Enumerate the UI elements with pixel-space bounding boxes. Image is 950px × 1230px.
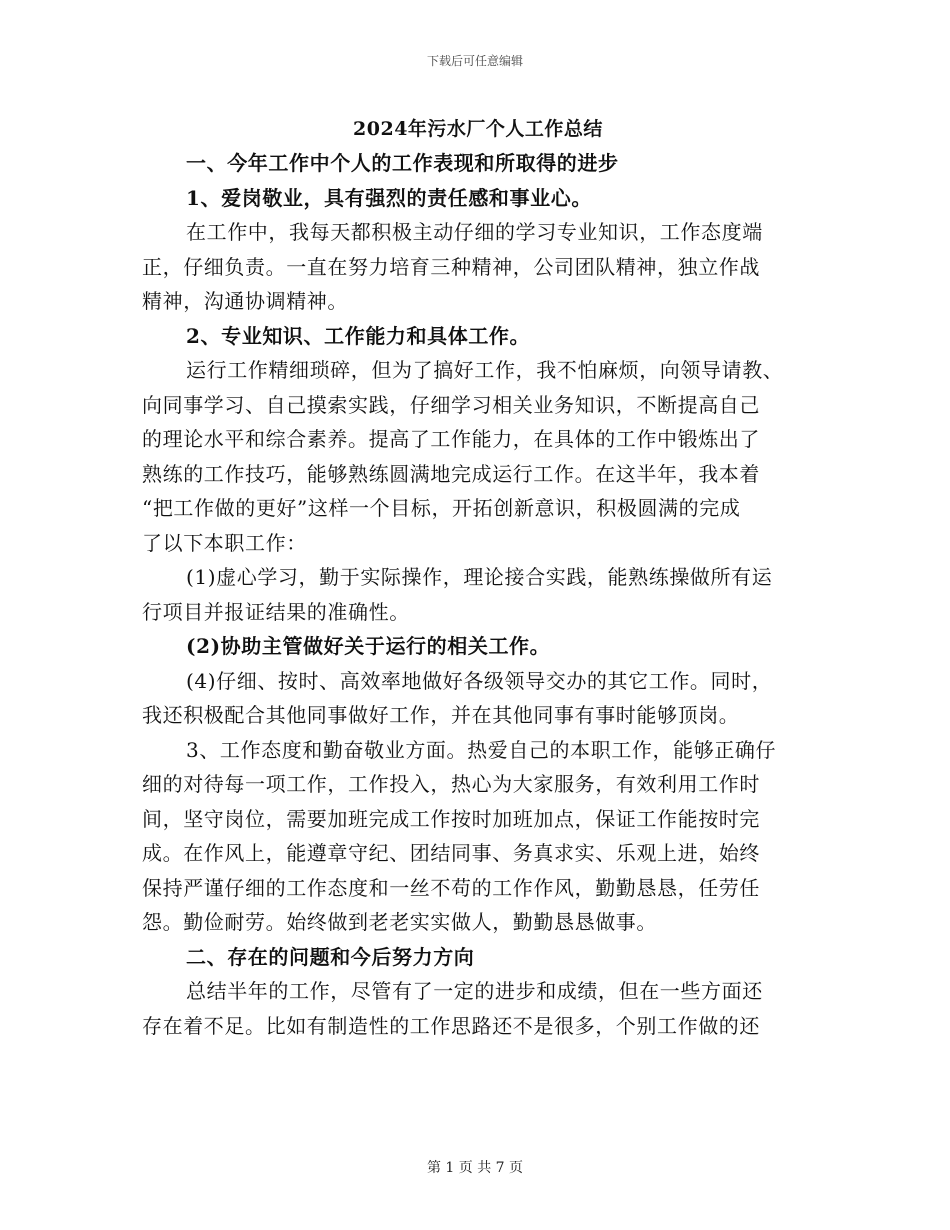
body-text-line: (4)仔细、按时、高效率地做好各级领导交办的其它工作。同时，: [186, 668, 773, 693]
body-text-line: 的理论水平和综合素养。提高了工作能力，在具体的工作中锻炼出了: [142, 427, 760, 451]
section-heading: 2、专业知识、工作能力和具体工作。: [186, 323, 531, 348]
body-text-line: 了以下本职工作：: [142, 530, 307, 555]
section-heading: 1、爱岗敬业，具有强烈的责任感和事业心。: [186, 185, 592, 210]
body-text-line: 总结半年的工作，尽管有了一定的进步和成绩，但在一些方面还: [186, 979, 763, 1003]
page-header: 下载后可任意编辑: [426, 54, 523, 68]
section-heading: 二、存在的问题和今后努力方向: [186, 944, 475, 969]
body-text-line: 3、工作态度和勤奋敬业方面。热爱自己的本职工作，能够正确仔: [186, 737, 777, 762]
page-footer: 第 1 页 共 7 页: [426, 1160, 524, 1176]
document-text: [142, 146, 814, 1043]
section-heading: 一、今年工作中个人的工作表现和所取得的进步: [186, 151, 619, 175]
body-text-line: 我还积极配合其他同事做好工作，并在其他同事有事时能够顶岗。: [142, 703, 740, 727]
section-heading: (2)协助主管做好关于运行的相关工作。: [186, 634, 551, 658]
body-text-line: 在工作中，我每天都积极主动仔细的学习专业知识，工作态度端: [186, 220, 763, 244]
body-text-line: 正，仔细负责。一直在努力培育三种精神，公司团队精神，独立作战: [142, 254, 760, 279]
body-text-line: 熟练的工作技巧，能够熟练圆满地完成运行工作。在这半年，我本着: [142, 461, 760, 486]
body-text-line: (1)虚心学习，勤于实际操作，理论接合实践，能熟练操做所有运: [186, 565, 773, 589]
body-text-line: “把工作做的更好”这样一个目标，开拓创新意识，积极圆满的完成: [142, 496, 741, 520]
body-text-line: 保持严谨仔细的工作态度和一丝不苟的工作作风，勤勤恳恳，任劳任: [142, 875, 760, 900]
body-text-line: 向同事学习、自己摸索实践，仔细学习相关业务知识，不断提高自己: [142, 392, 760, 417]
body-text-line: 运行工作精细琐碎，但为了搞好工作，我不怕麻烦，向领导请教、: [186, 358, 784, 382]
body-text-line: 精神，沟通协调精神。: [142, 289, 348, 313]
body-text-line: 间，坚守岗位，需要加班完成工作按时加班加点，保证工作能按时完: [142, 806, 760, 831]
body-text-line: 行项目并报证结果的准确性。: [142, 599, 410, 624]
body-text-line: 细的对待每一项工作，工作投入，热心为大家服务，有效利用工作时: [142, 772, 760, 796]
document-title: 2024年污水厂个人工作总结: [353, 118, 603, 140]
body-text-line: 存在着不足。比如有制造性的工作思路还不是很多，个别工作做的还: [142, 1013, 760, 1038]
body-text-line: 怨。勤俭耐劳。始终做到老老实实做人，勤勤恳恳做事。: [142, 910, 657, 934]
body-text-line: 成。在作风上，能遵章守纪、团结同事、务真求实、乐观上进，始终: [142, 841, 760, 865]
document-body: [142, 112, 814, 1043]
